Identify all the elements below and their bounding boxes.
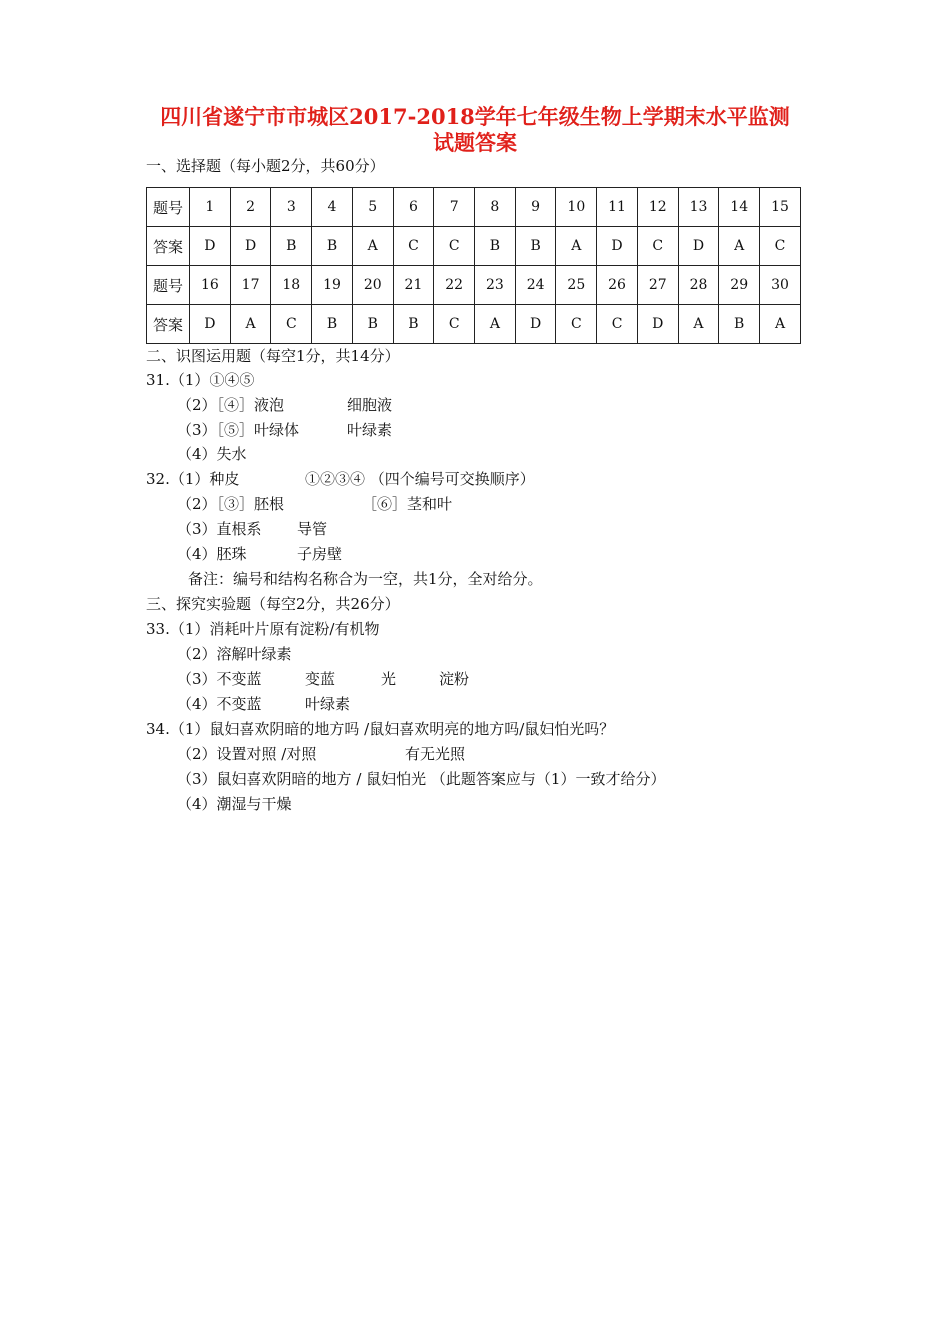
table-cell: A (475, 305, 516, 344)
table-cell: 14 (719, 188, 760, 227)
q34-line4: （4）潮湿与干燥 (177, 795, 292, 813)
table-cell: B (719, 305, 760, 344)
table-cell: 5 (352, 188, 393, 227)
table-cell: C (637, 227, 678, 266)
q31-line4: （4）失水 (177, 445, 247, 463)
table-cell: 20 (352, 266, 393, 305)
table-cell: D (190, 305, 231, 344)
table-cell: 25 (556, 266, 597, 305)
table-cell: D (637, 305, 678, 344)
q33-line3-a: （3）不变蓝 (177, 670, 262, 688)
q34-line1: 34.（1）鼠妇喜欢阴暗的地方吗 /鼠妇喜欢明亮的地方吗/鼠妇怕光吗？ (146, 720, 615, 738)
q32-line4-a: （4）胚珠 (177, 545, 247, 563)
table-cell: 28 (678, 266, 719, 305)
q33-line4-a: （4）不变蓝 (177, 695, 262, 713)
table-cell: B (271, 227, 312, 266)
q31-line3-b: 叶绿素 (347, 421, 393, 439)
table-cell: A (678, 305, 719, 344)
table-cell: B (352, 305, 393, 344)
table-cell: 15 (760, 188, 801, 227)
q32-line2-b: ［⑥］茎和叶 (362, 495, 453, 513)
table-cell: A (760, 305, 801, 344)
q33-line3-d: 淀粉 (439, 670, 470, 688)
row-label: 题号 (147, 266, 190, 305)
table-cell: 22 (434, 266, 475, 305)
table-cell: A (556, 227, 597, 266)
table-cell: 26 (597, 266, 638, 305)
q31-line1: 31.（1）①④⑤ (146, 371, 255, 389)
section-heading-experiment: 三、探究实验题（每空2分，共26分） (146, 595, 400, 613)
table-cell: D (515, 305, 556, 344)
q31-line2-b: 细胞液 (347, 396, 393, 414)
table-cell: 16 (190, 266, 231, 305)
q32-line3-b: 导管 (297, 520, 328, 538)
table-cell: B (312, 305, 353, 344)
section-heading-diagram: 二、识图运用题（每空1分，共14分） (146, 347, 400, 365)
q34-line2-a: （2）设置对照 /对照 (177, 745, 317, 763)
table-cell: 2 (230, 188, 271, 227)
table-row (147, 266, 801, 305)
q32-note: 备注：编号和结构名称合为一空，共1分，全对给分。 (188, 570, 543, 588)
table-cell: C (393, 227, 434, 266)
table-cell: A (230, 305, 271, 344)
table-cell: D (190, 227, 231, 266)
q33-line3-b: 变蓝 (305, 670, 336, 688)
table-cell: 11 (597, 188, 638, 227)
row-label: 答案 (147, 227, 190, 266)
table-cell: 1 (190, 188, 231, 227)
table-cell: A (719, 227, 760, 266)
q34-line2-b: 有无光照 (405, 745, 466, 763)
table-row (147, 305, 801, 344)
table-cell: 23 (475, 266, 516, 305)
table-cell: C (434, 227, 475, 266)
table-cell: 6 (393, 188, 434, 227)
table-cell: A (352, 227, 393, 266)
row-label: 题号 (147, 188, 190, 227)
section-heading-choice: 一、选择题（每小题2分，共60分） (146, 157, 385, 175)
document-title: 四川省遂宁市市城区2017-2018学年七年级生物上学期末水平监测 (160, 104, 790, 129)
table-cell: B (515, 227, 556, 266)
table-cell: 8 (475, 188, 516, 227)
q32-line3-a: （3）直根系 (177, 520, 262, 538)
table-cell: 29 (719, 266, 760, 305)
table-row (147, 188, 801, 227)
table-cell: 30 (760, 266, 801, 305)
q31-line3-a: （3）［⑤］叶绿体 (177, 421, 300, 439)
table-cell: 3 (271, 188, 312, 227)
table-cell: 10 (556, 188, 597, 227)
table-cell: C (556, 305, 597, 344)
row-label: 答案 (147, 305, 190, 344)
table-cell: C (434, 305, 475, 344)
q33-line4-b: 叶绿素 (305, 695, 351, 713)
q32-line1-a: 32.（1）种皮 (146, 470, 240, 488)
table-cell: D (678, 227, 719, 266)
q31-line2-a: （2）［④］液泡 (177, 396, 285, 414)
table-cell: 4 (312, 188, 353, 227)
table-cell: C (271, 305, 312, 344)
table-cell: B (475, 227, 516, 266)
table-cell: 12 (637, 188, 678, 227)
document-subtitle: 试题答案 (433, 130, 517, 155)
table-cell: 19 (312, 266, 353, 305)
q33-line3-c: 光 (381, 670, 397, 688)
table-cell: 18 (271, 266, 312, 305)
table-cell: 17 (230, 266, 271, 305)
table-cell: D (230, 227, 271, 266)
table-cell: C (597, 305, 638, 344)
q33-line2: （2）溶解叶绿素 (177, 645, 292, 663)
table-cell: B (393, 305, 434, 344)
table-row (147, 227, 801, 266)
q34-line3: （3）鼠妇喜欢阴暗的地方 / 鼠妇怕光 （此题答案应与（1）一致才给分） (177, 770, 666, 788)
q32-line1-b: ①②③④ （四个编号可交换顺序） (305, 470, 535, 488)
table-cell: 13 (678, 188, 719, 227)
table-cell: 24 (515, 266, 556, 305)
table-cell: 7 (434, 188, 475, 227)
table-cell: 27 (637, 266, 678, 305)
answer-table (146, 187, 801, 344)
q32-line2-a: （2）［③］胚根 (177, 495, 285, 513)
table-cell: B (312, 227, 353, 266)
table-cell: 9 (515, 188, 556, 227)
table-cell: 21 (393, 266, 434, 305)
table-cell: D (597, 227, 638, 266)
q32-line4-b: 子房壁 (297, 545, 343, 563)
q33-line1: 33.（1）消耗叶片原有淀粉/有机物 (146, 620, 380, 638)
table-cell: C (760, 227, 801, 266)
